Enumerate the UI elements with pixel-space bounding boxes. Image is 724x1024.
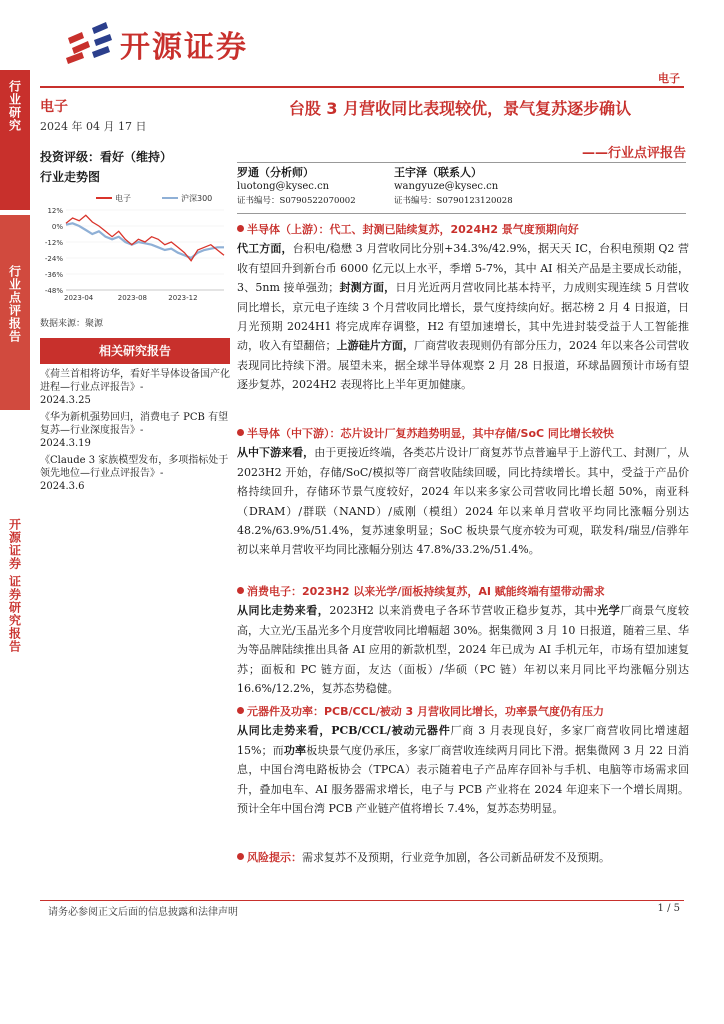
side-band-brand: 开源证券 证券研究报告 xyxy=(0,500,30,680)
related-reports-header: 相关研究报告 xyxy=(40,338,230,364)
series-line-electronics xyxy=(66,215,224,260)
bullet-icon xyxy=(237,429,244,436)
contact-email[interactable]: wangyuze@kysec.cn xyxy=(394,181,499,192)
section-body: 从同比走势来看，2023H2 以来消费电子各环节营收正稳步复苏，其中光学厂商景气度较高，大立光/玉晶光多个月度营收同比增幅超 30%。据集微网 3 月 10 日报道，随着三星、华为等品牌陆续推出具备 AI 应用的新款机型，2024 年已成为 AI 手机元年，市场有望加速复苏；面板和 PC 链方面，友达（面板）/华硕（PC 链）年初以来月同比平均涨幅分别达 16.6%/12.2%，复苏态势稳健。 xyxy=(237,604,690,696)
x-tick-label: 2023-04 xyxy=(64,294,94,302)
header-sector-tag: 电子 xyxy=(658,72,680,85)
section-upstream xyxy=(237,220,689,395)
sector-title: 电子 xyxy=(40,99,68,115)
related-report-item[interactable]: 《华为新机强势回归，消费电子 PCB 有望复苏—行业深度报告》- xyxy=(40,412,229,436)
y-tick-label: 12% xyxy=(47,207,63,215)
logo-text: 开源证券 xyxy=(120,30,248,65)
related-reports-list xyxy=(40,368,230,497)
company-logo xyxy=(62,22,248,66)
series-line-hs300 xyxy=(66,223,224,258)
related-report-date: 2024.3.6 xyxy=(40,481,85,492)
y-tick-label: -48% xyxy=(44,287,63,295)
y-tick-label: -36% xyxy=(44,271,63,279)
section-midstream xyxy=(237,424,689,560)
related-report-item[interactable]: 《Claude 3 家族模型发布，多项指标处于领先地位—行业点评报告》- xyxy=(40,455,229,479)
chart-source: 数据来源：聚源 xyxy=(40,319,104,329)
section-consumer xyxy=(237,582,689,698)
footer-disclaimer: 请务必参阅正文后面的信息披露和法律声明 xyxy=(48,907,238,918)
trend-chart-title: 行业走势图 xyxy=(40,170,101,184)
analyst-name: 罗通（分析师） xyxy=(237,166,314,179)
related-report-date: 2024.3.25 xyxy=(40,395,91,406)
y-tick-label: 0% xyxy=(51,223,63,231)
bullet-icon xyxy=(237,707,244,714)
section-heading: 元器件及功率：PCB/CCL/被动 3 月营收同比增长，功率景气度仍有压力 xyxy=(237,702,689,721)
x-tick-label: 2023-12 xyxy=(168,294,198,302)
section-heading: 消费电子：2023H2 以来光学/面板持续复苏，AI 赋能终端有望带动需求 xyxy=(237,582,689,601)
section-heading: 半导体（上游）：代工、封测已陆续复苏，2024H2 景气度预期向好 xyxy=(237,220,689,239)
analyst-email[interactable]: luotong@kysec.cn xyxy=(237,181,330,192)
header-divider xyxy=(40,86,684,88)
y-tick-label: -24% xyxy=(44,255,63,263)
risk-text: 需求复苏不及预期，行业竞争加剧，各公司新品研发不及预期。 xyxy=(302,851,610,864)
logo-mark-icon xyxy=(62,22,114,66)
trend-chart xyxy=(40,190,230,306)
investment-rating: 投资评级：看好（维持） xyxy=(40,150,173,164)
related-report-item[interactable]: 《荷兰首相将访华，看好半导体设备国产化进程—行业点评报告》- xyxy=(40,369,230,393)
analyst-rule-bottom xyxy=(237,213,686,214)
related-report-date: 2024.3.19 xyxy=(40,438,91,449)
analyst-card xyxy=(237,166,356,208)
page-number: 1 / 5 xyxy=(657,903,680,914)
section-components xyxy=(237,702,689,818)
contact-card xyxy=(394,166,513,208)
x-tick-label: 2023-08 xyxy=(117,294,147,302)
legend-label: 沪深300 xyxy=(181,194,213,203)
contact-name: 王宇泽（联系人） xyxy=(394,166,482,179)
contact-cert: 证书编号：S0790123120028 xyxy=(394,196,513,206)
y-tick-label: -12% xyxy=(44,239,63,247)
bullet-icon xyxy=(237,225,244,232)
section-risk xyxy=(237,848,689,867)
report-type: ——行业点评报告 xyxy=(581,146,686,161)
section-body: 代工方面，台积电/稳懋 3 月营收同比分别+34.3%/42.9%，据天天 IC，台积电预期 Q2 营收有望回升到新台币 6000 亿元以上水平，季增 5-7%，其中 AI 相关产品是主要成长动能，3、5nm 接单强劲；封测方面，日月光近两月营收同比基本持平，力成则实现连续 5 月营收同比增长，京元电子连续 3 个月营收同比增长，景气度持续向好。据芯榜 2 月 4 日报道，日月光预期 2024H1 将完成库存调整，H2 有望加速增长，其中先进封装受益于人工智能推动，收入有望翻倍；上游硅片方面，厂商营收表现则仍有部分压力，2024 年以来各公司营收表现同比持续下滑。展望未来，据全球半导体观察 2 月 28 日报道，环球晶圆预计市场有望逐步复苏，2024H2 表现将比上半年更加健康。 xyxy=(237,242,690,392)
footer-divider xyxy=(40,900,684,901)
risk-heading: 风险提示： xyxy=(237,851,302,864)
analyst-cert: 证书编号：S0790522070002 xyxy=(237,196,356,206)
side-band-research: 行业研究 xyxy=(0,70,30,210)
analyst-rule-top xyxy=(237,162,686,163)
section-body: 从同比走势来看，PCB/CCL/被动元器件厂商 3 月表现良好，多家厂商营收同比增速超 15%；而功率板块景气度仍承压，多家厂商营收连续两月同比下滑。据集微网 3 月 22 日消息，中国台湾电路板协会（TPCA）表示随着电子产品库存回补与手机、电脑等市场需求回升，叠加电车、AI 服务器需求增长，电子与 PCB 产业将在 2024 年迎来下一个增长周期。预计全年中国台湾 PCB 产业链产值将增长 7.4%，复苏态势明显。 xyxy=(237,724,690,816)
legend-label: 电子 xyxy=(115,194,131,203)
section-heading: 半导体（中下游）：芯片设计厂复苏趋势明显，其中存储/SoC 同比增长较快 xyxy=(237,424,689,443)
bullet-icon xyxy=(237,587,244,594)
section-body: 从中下游来看，由于更接近终端，各类芯片设计厂商复苏节点普遍早于上游代工、封测厂，从 2023H2 开始，存储/SoC/模拟等厂商营收陆续回暖，同比持续增长。其中，受益于产品价格持续回升，存储环节景气度较好，2024 年以来多家公司营收同比增长超 50%，南亚科（DRAM）/群联（NAND）/威刚（模组）2024 年以来单月营收平均同比涨幅分别达 48.2%/63.9%/51.4%，复苏速象明显；SoC 板块景气度亦较为可观，联发科/瑞昱/信骅年初以来单月营收平均同比涨幅分别达 47.8%/33.2%/51.4%。 xyxy=(237,446,690,557)
report-date: 2024 年 04 月 17 日 xyxy=(40,120,147,133)
side-band-report-type: 行业点评报告 xyxy=(0,215,30,410)
report-title: 台股 3 月营收同比表现较优，景气复苏逐步确认 xyxy=(288,99,632,118)
bullet-icon xyxy=(237,853,244,860)
